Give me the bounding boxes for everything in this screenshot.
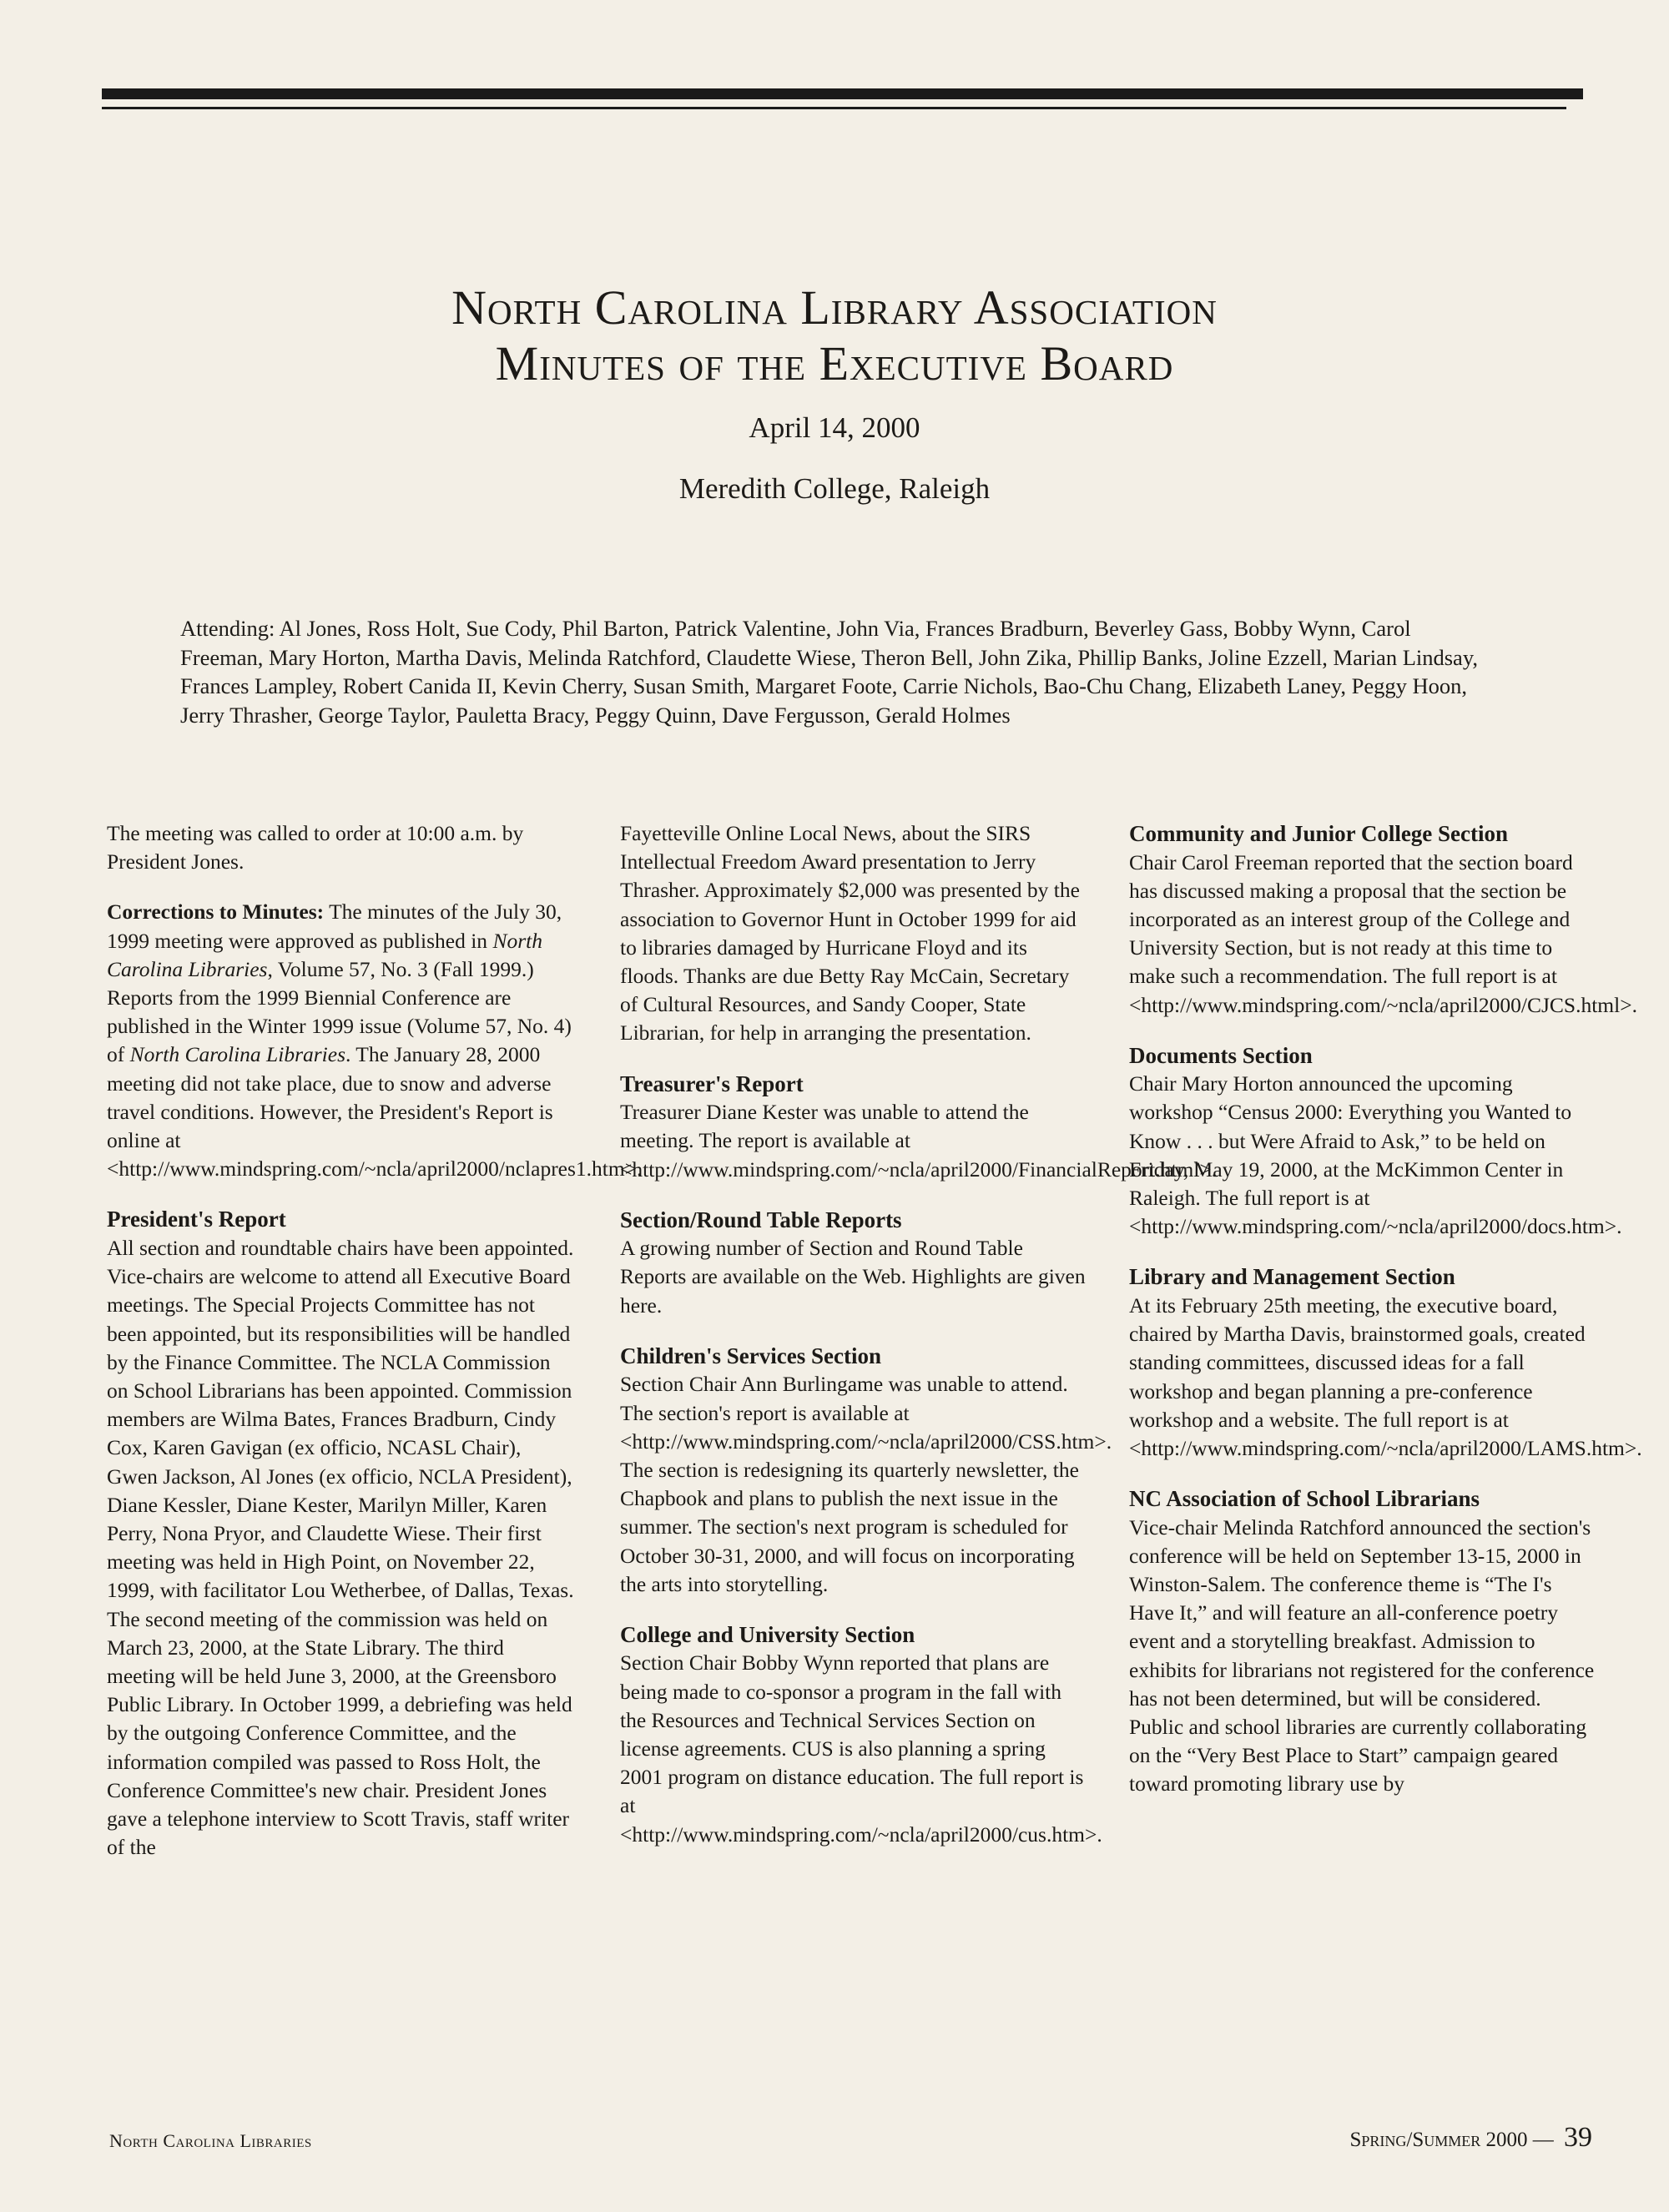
college-university-text: Section Chair Bobby Wynn reported that plans are being made to co-sponsor a program in the fall with the Resources and Technical Services Section on license agreements. CUS is also planning a spring 2001 program on distance education. The full report is at <http://www.mindspring.com/~ncla/april2000/cus.htm>. (620, 1650, 1102, 1847)
section-reports-text: A growing number of Section and Round Table Reports are available on the Web. Highlights are given here. (620, 1236, 1086, 1318)
corrections-text-b: , Volume 57, No. 3 (Fall 1999.) Reports from the 1999 Biennial Conference are published in the Winter 1999 issue (Volume 57, No. 4) of (107, 956, 572, 1067)
childrens-services-heading: Children's Services Section (620, 1343, 881, 1368)
footer-journal-name: North Carolina Libraries (109, 2130, 312, 2151)
corrections-text-a: The minutes of the July 30, 1999 meeting were approved as published in (107, 899, 562, 953)
title-association: North Carolina Library Association (451, 280, 1218, 335)
called-to-order: The meeting was called to order at 10:00 a.m. by President Jones. (107, 821, 524, 874)
top-rule-thick (102, 88, 1583, 99)
title-minutes: Minutes of the Executive Board (495, 336, 1174, 391)
section-reports-heading: Section/Round Table Reports (620, 1207, 902, 1232)
top-rule-thin (102, 107, 1566, 109)
title-line-2 (0, 338, 1669, 394)
corrections-paragraph (107, 898, 643, 1183)
treasurers-report-heading: Treasurer's Report (620, 1071, 804, 1096)
library-management-text: At its February 25th meeting, the executive board, chaired by Martha Davis, brainstormed goals, created standing committees, discussed ideas for a fall workshop and began planning a pre-conference workshop and a website. The full report is at <http://www.mindspring.com/~ncla/april2000/LAMS.htm>. (1129, 1292, 1642, 1460)
column-1 (107, 819, 643, 1883)
community-college-heading: Community and Junior College Section (1129, 821, 1509, 846)
footer-issue (1349, 2122, 1592, 2154)
meeting-date: April 14, 2000 (749, 411, 920, 444)
journal-title: North Carolina Libraries (129, 1042, 345, 1067)
documents-heading: Documents Section (1129, 1042, 1313, 1068)
title-block (0, 282, 1669, 507)
corrections-lead: Corrections to Minutes: (107, 899, 325, 925)
library-management-heading: Library and Management Section (1129, 1264, 1455, 1290)
meeting-location: Meredith College, Raleigh (678, 472, 991, 505)
corrections-text-c: . The January 28, 2000 meeting did not take place, due to snow and adverse travel conditions. However, the President's Report is online at <http://www.mindspring.com/~ncla/april2000/nclapres1.htm>. (107, 1042, 643, 1182)
ncasl-text: Vice-chair Melinda Ratchford announced the section's conference will be held on September 13-15, 2000 in Winston-Salem. The conference theme is “The I's Have It,” and will feature an all-conference poetry event and a storytelling breakfast. Admission to exhibits for librarians not registered for the conference has not been determined, but will be considered. Public and school libraries are currently collaborating on the “Very Best Place to Start” campaign geared toward promoting library use by (1129, 1514, 1595, 1796)
column-3 (1129, 819, 1642, 1821)
presidents-report-heading: President's Report (107, 1207, 286, 1232)
college-university-heading: College and University Section (620, 1621, 915, 1647)
column-2 (620, 819, 1218, 1871)
community-college-text: Chair Carol Freeman reported that the section board has discussed making a proposal that the section be incorporated as an interest group of the College and University Section, but is not ready at this time to make such a recommendation. The full report is at <http://www.mindspring.com/~ncla/april2000/CJCS.html>. (1129, 849, 1637, 1017)
documents-text: Chair Mary Horton announced the upcoming workshop “Census 2000: Everything you Wanted to Know . . . but Were Afraid to Ask,” to be held on Friday, May 19, 2000, at the McKimmon Center in Raleigh. The full report is at <http://www.mindspring.com/~ncla/april2000/docs.htm>. (1129, 1071, 1622, 1239)
treasurers-report-text: Treasurer Diane Kester was unable to attend the meeting. The report is available at <http://www.mindspring.com/~ncla/april2000/FinancialReport.html>. (620, 1100, 1218, 1182)
childrens-services-text: Section Chair Ann Burlingame was unable to attend. The section's report is available at <http://www.mindspring.com/~ncla/april2000/CSS.htm>. The section is redesigning its quarterly newsletter, the Chapbook and plans to publish the next issue in the summer. The section's next program is scheduled for October 30-31, 2000, and will focus on incorporating the arts into storytelling. (620, 1372, 1112, 1596)
page-number: 39 (1564, 2122, 1592, 2153)
attending-list: Attending: Al Jones, Ross Holt, Sue Cody, Phil Barton, Patrick Valentine, John Via, Frances Bradburn, Beverley Gass, Bobby Wynn, Carol Freeman, Mary Horton, Martha Davis, Melinda Ratchford, Claudette Wiese, Theron Bell, John Zika, Phillip Banks, Joline Ezzell, Marian Lindsay, Frances Lampley, Robert Canida II, Kevin Cherry, Susan Smith, Margaret Foote, Carrie Nichols, Bao-Chu Chang, Elizabeth Laney, Peggy Hoon, Jerry Thrasher, George Taylor, Pauletta Bracy, Peggy Quinn, Dave Fergusson, Gerald Holmes (180, 616, 1478, 728)
presidents-report-text: All section and roundtable chairs have been appointed. Vice-chairs are welcome to attend all Executive Board meetings. The Special Projects Committee has not been appointed, but its responsibilities will be handled by the Finance Committee. The NCLA Commission on School Librarians has been appointed. Commission members are Wilma Bates, Frances Bradburn, Cindy Cox, Karen Gavigan (ex officio, NCASL Chair), Gwen Jackson, Al Jones (ex officio, NCLA President), Diane Kessler, Diane Kester, Marilyn Miller, Karen Perry, Nona Pryor, and Claudette Wiese. Their first meeting was held in High Point, on November 22, 1999, with facilitator Lou Wetherbee, of Dallas, Texas. The second meeting of the commission was held on March 23, 2000, at the State Library. The third meeting will be held June 3, 2000, at the Greensboro Public Library. In October 1999, a debriefing was held by the outgoing Conference Committee, and the information compiled was passed to Ross Holt, the Conference Committee's new chair. President Jones gave a telephone interview to Scott Travis, staff writer of the (107, 1235, 574, 1860)
journal-title: North Carolina Libraries (107, 928, 542, 981)
title-line-1 (0, 282, 1669, 338)
footer-issue-label: Spring/Summer 2000 — (1349, 2129, 1554, 2151)
ncasl-heading: NC Association of School Librarians (1129, 1486, 1480, 1512)
continued-text: Fayetteville Online Local News, about the SIRS Intellectual Freedom Award presentation to Jerry Thrasher. Approximately $2,000 was presented by the association to Governor Hunt in October 1999 for aid to libraries damaged by Hurricane Floyd and its floods. Thanks are due Betty Ray McCain, Secretary of Cultural Resources, and Sandy Cooper, State Librarian, for help in arranging the presentation. (620, 821, 1080, 1046)
